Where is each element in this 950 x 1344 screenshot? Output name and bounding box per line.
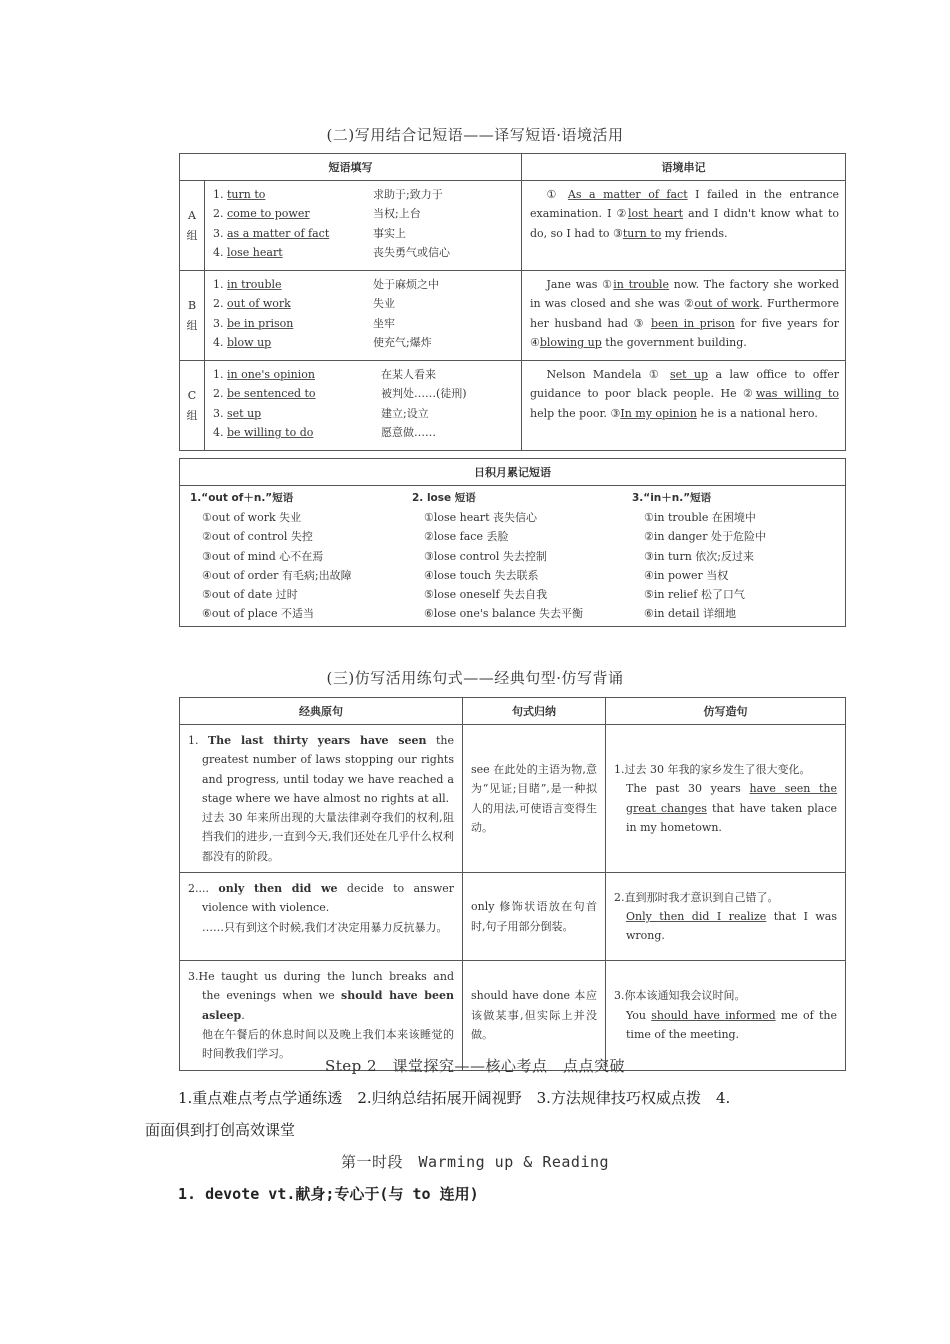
accum-col-lose xyxy=(402,486,622,627)
accum-col-out-of xyxy=(180,486,403,627)
imitation-answer: The past 30 years have seen the great changes that have taken place in my hometown. xyxy=(626,782,838,834)
phrase-en: 2. out of work xyxy=(213,297,291,311)
group-row-a xyxy=(180,181,846,271)
phrase-cn: 使充气;爆炸 xyxy=(373,335,432,349)
phrase-en: 4. blow up xyxy=(213,335,272,349)
group-row-c xyxy=(180,361,846,451)
period-heading: 第一时段 Warming up & Reading xyxy=(340,1153,610,1171)
group-label: B 组 xyxy=(180,271,205,361)
accum-item: ②lose face 丢脸 xyxy=(424,530,509,544)
phrase-en: 3. be in prison xyxy=(213,316,294,330)
pattern-text: only 修饰状语放在句首时,句子用部分倒装。 xyxy=(463,873,606,961)
accum-col-head: 2. lose 短语 xyxy=(412,492,476,504)
accum-item: ①lose heart 丧失信心 xyxy=(424,511,537,525)
imitation xyxy=(606,725,846,873)
original-translation: 他在午餐后的休息时间以及晚上我们本来该睡觉的时间教我们学习。 xyxy=(202,1027,454,1061)
phrase-en: 2. be sentenced to xyxy=(213,387,316,401)
group-row-b xyxy=(180,271,846,361)
accum-title: 日积月累记短语 xyxy=(180,459,846,486)
accum-col-in xyxy=(622,486,846,627)
imitation-prompt: 2.直到那时我才意识到自己错了。 xyxy=(614,890,779,904)
phrase-cn: 处于麻烦之中 xyxy=(373,278,439,291)
phrase-en: 3. set up xyxy=(213,406,262,420)
accum-item: ⑥lose one's balance 失去平衡 xyxy=(424,607,583,621)
vocab-item-devote: 1. devote vt.献身;专心于(与 to 连用) xyxy=(178,1185,479,1203)
original-sentence: 2.... only then did we decide to answer violence with violence. ……只有到这个时候,我们才决定用暴力反抗暴力。 xyxy=(180,873,463,961)
col-context: 语境串记 xyxy=(522,154,846,181)
phrase-en: 4. lose heart xyxy=(213,245,283,259)
imitation xyxy=(606,873,846,961)
accum-item: ③out of mind 心不在焉 xyxy=(202,549,324,563)
phrase-cn: 失业 xyxy=(373,297,395,311)
phrase-en: 4. be willing to do xyxy=(213,425,314,439)
accum-item: ①out of work 失业 xyxy=(202,511,302,525)
imitation xyxy=(606,961,846,1070)
accum-item: ①in trouble 在困境中 xyxy=(644,511,756,525)
accum-item: ⑥out of place 不适当 xyxy=(202,607,314,621)
original-translation: 过去 30 年来所出现的大量法律剥夺我们的权利,阻挡我们的进步,一直到今天,我们还处在几乎什么权利都没有的阶段。 xyxy=(202,811,454,863)
phrase-en: 1. turn to xyxy=(213,188,266,201)
phrase-cn: 在某人看来 xyxy=(381,368,436,381)
accum-item: ②out of control 失控 xyxy=(202,530,313,544)
phrase-list xyxy=(205,181,522,271)
col-imitation: 仿写造句 xyxy=(606,698,846,725)
accum-item: ④in power 当权 xyxy=(644,568,729,582)
phrase-en: 3. as a matter of fact xyxy=(213,226,330,240)
group-label: C 组 xyxy=(180,361,205,451)
accum-col-head: 3.“in＋n.”短语 xyxy=(632,492,712,504)
context-text: Jane was ①in trouble now. The factory she worked in was closed and she was ②out of work. Furthermore her husband had ③ been in prison for five years for ④blowing up the government building. xyxy=(522,271,846,361)
accum-item: ④out of order 有毛病;出故障 xyxy=(202,568,352,582)
phrase-cn: 坐牢 xyxy=(373,316,395,330)
sentence-row xyxy=(180,725,846,873)
accum-col-head: 1.“out of＋n.”短语 xyxy=(190,492,294,504)
phrase-cn: 建立;设立 xyxy=(381,406,429,420)
accum-item: ③in turn 依次;反过来 xyxy=(644,549,755,563)
section3-title: (三)仿写活用练句式——经典句型·仿写背诵 xyxy=(326,669,624,687)
sentence-row xyxy=(180,873,846,961)
sentence-row xyxy=(180,961,846,1070)
step2-line2: 面面俱到打创高效课堂 xyxy=(145,1121,296,1139)
phrase-en: 1. in one's opinion xyxy=(213,368,315,381)
phrase-en: 1. in trouble xyxy=(213,278,282,291)
accum-item: ⑤out of date 过时 xyxy=(202,588,298,602)
accum-item: ③lose control 失去控制 xyxy=(424,549,547,563)
phrase-table xyxy=(179,153,846,451)
phrase-list xyxy=(205,271,522,361)
col-pattern: 句式归纳 xyxy=(463,698,606,725)
sentence-table xyxy=(179,697,846,1071)
col-phrase-fill: 短语填写 xyxy=(180,154,522,181)
imitation-answer: Only then did I realize that I was wrong. xyxy=(626,909,837,943)
accum-item: ⑥in detail 详细地 xyxy=(644,607,737,621)
accum-item: ⑤lose oneself 失去自我 xyxy=(424,588,548,602)
imitation-prompt: 3.你本该通知我会议时间。 xyxy=(614,989,746,1003)
phrase-cn: 当权;上台 xyxy=(373,207,421,221)
group-label: A 组 xyxy=(180,181,205,271)
phrase-list xyxy=(205,361,522,451)
col-original: 经典原句 xyxy=(180,698,463,725)
phrase-en: 2. come to power xyxy=(213,207,310,221)
phrase-cn: 事实上 xyxy=(373,226,406,240)
context-text: ① As a matter of fact I failed in the entrance examination. I ②lost heart and I didn't know what to do, so I had to ③turn to my friends. xyxy=(522,181,846,271)
pattern-text: see 在此处的主语为物,意为“见证;目睹”,是一种拟人的用法,可使语言变得生动。 xyxy=(463,725,606,873)
phrase-cn: 愿意做…… xyxy=(381,425,436,439)
accum-item: ④lose touch 失去联系 xyxy=(424,568,539,582)
imitation-answer: You should have informed me of the time of the meeting. xyxy=(626,1008,837,1041)
section2-title: (二)写用结合记短语——译写短语·语境活用 xyxy=(326,126,624,144)
step2-title: Step 2 课堂探究——核心考点 点点突破 xyxy=(324,1057,626,1075)
accum-item: ②in danger 处于危险中 xyxy=(644,530,766,544)
phrase-cn: 丧失勇气或信心 xyxy=(373,245,450,259)
accum-item: ⑤in relief 松了口气 xyxy=(644,588,745,602)
imitation-prompt: 1.过去 30 年我的家乡发生了很大变化。 xyxy=(614,762,811,776)
step2-line1: 1.重点难点考点学通练透 2.归纳总结拓展开阔视野 3.方法规律技巧权威点拨 4. xyxy=(178,1089,731,1107)
phrase-cn: 被判处……(徒刑) xyxy=(381,387,467,401)
pattern-text: should have done 本应该做某事,但实际上并没做。 xyxy=(463,961,606,1070)
original-sentence: 3.He taught us during the lunch breaks and the evenings when we should have been asleep. 他在午餐后的休息时间以及晚上我们本来该睡觉的时间教我们学习。 xyxy=(180,961,463,1070)
original-sentence: 1. The last thirty years have seen the greatest number of laws stopping our rights and progress, until today we have reached a stage where we have almost no rights at all. 过去 30 年来所出现的大量法律剥夺我们的权利,阻挡我们的进步,一直到今天,我们还处在几乎什么权利都没有的阶段。 xyxy=(180,725,463,873)
context-text: Nelson Mandela ① set up a law office to offer guidance to poor black people. He ②was willing to help the poor. ③In my opinion he is a national hero. xyxy=(522,361,846,451)
original-translation: ……只有到这个时候,我们才决定用暴力反抗暴力。 xyxy=(202,920,448,934)
accum-table xyxy=(179,458,846,627)
phrase-cn: 求助于;致力于 xyxy=(373,188,443,201)
